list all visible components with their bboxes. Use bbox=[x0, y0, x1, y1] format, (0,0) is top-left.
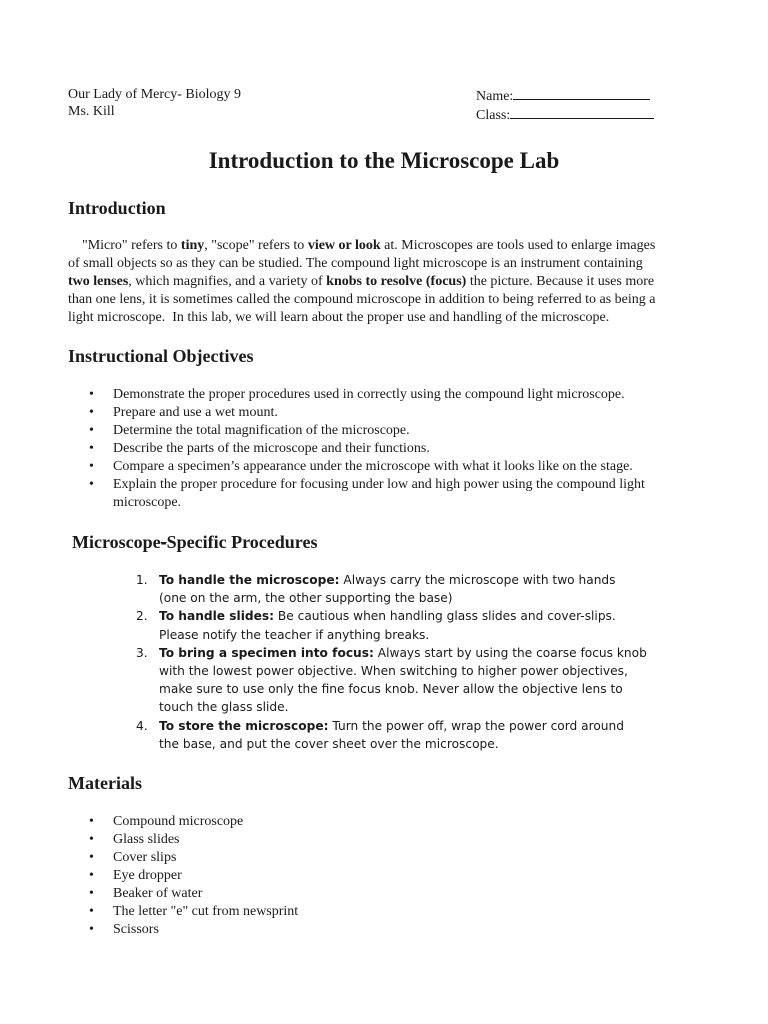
student-info-fields bbox=[476, 86, 654, 124]
teacher-name: Ms. Kill bbox=[68, 104, 115, 119]
intro-text: the picture. Because it uses more bbox=[466, 274, 655, 289]
intro-text: of small objects so as they can be studied. The compound light microscope is an instrument containing bbox=[68, 256, 643, 271]
procedure-text: Turn the power off, wrap the power cord around bbox=[328, 718, 624, 733]
procedure-label: To store the microscope: bbox=[159, 718, 329, 733]
intro-text: "Micro" refers to bbox=[68, 238, 181, 253]
material-item: • Cover slips bbox=[68, 849, 298, 867]
intro-bold-term: view or look bbox=[307, 238, 381, 253]
intro-line bbox=[68, 291, 704, 309]
procedure-item bbox=[130, 644, 690, 717]
intro-text: at. Microscopes are tools used to enlarge images bbox=[380, 238, 656, 253]
procedures-heading-part1: Microscope bbox=[72, 532, 161, 552]
procedure-first-line bbox=[159, 717, 690, 735]
procedure-number: 4. bbox=[136, 718, 148, 733]
introduction-heading: Introduction bbox=[68, 198, 166, 218]
intro-line bbox=[68, 237, 704, 255]
procedure-line: Please notify the teacher if anything breaks. bbox=[159, 627, 430, 642]
class-label: Class: bbox=[476, 108, 511, 123]
procedure-number: 2. bbox=[136, 609, 148, 624]
objective-item: microscope. bbox=[113, 495, 182, 510]
class-blank-line[interactable] bbox=[510, 105, 654, 119]
objective-item: • Describe the parts of the microscope and their functions. bbox=[68, 440, 645, 458]
procedure-text: Be cautious when handling glass slides and cover-slips. bbox=[274, 609, 616, 624]
materials-list bbox=[68, 813, 298, 939]
intro-line bbox=[68, 255, 704, 273]
procedure-item bbox=[130, 571, 690, 607]
objective-item: • Demonstrate the proper procedures used in correctly using the compound light microscope. bbox=[68, 386, 645, 404]
procedure-first-line bbox=[159, 644, 690, 662]
material-item: • Compound microscope bbox=[68, 813, 298, 831]
procedures-heading-dash: - bbox=[160, 532, 167, 552]
procedure-number: 1. bbox=[136, 573, 148, 587]
procedure-first-line bbox=[159, 571, 690, 589]
objective-item: • Explain the proper procedure for focusing under low and high power using the compound light bbox=[68, 476, 645, 494]
intro-line bbox=[68, 273, 704, 291]
intro-bold-term: tiny bbox=[180, 238, 205, 253]
procedure-line: with the lowest power objective. When switching to higher power objectives, bbox=[159, 664, 628, 679]
procedure-number: 3. bbox=[136, 645, 148, 660]
procedure-label: To handle the microscope: bbox=[159, 573, 340, 587]
objective-item: • Prepare and use a wet mount. bbox=[68, 404, 645, 422]
name-label: Name: bbox=[476, 89, 514, 104]
procedure-line: the base, and put the cover sheet over the microscope. bbox=[159, 736, 499, 751]
document-title: Introduction to the Microscope Lab bbox=[208, 148, 560, 173]
procedure-label: To handle slides: bbox=[159, 609, 275, 624]
material-item: • Beaker of water bbox=[68, 885, 298, 903]
material-item: • Glass slides bbox=[68, 831, 298, 849]
name-blank-line[interactable] bbox=[513, 86, 650, 100]
intro-text: than one lens, it is sometimes called the compound microscope in addition to being referred to as being a bbox=[68, 292, 656, 307]
objectives-list bbox=[68, 386, 645, 512]
name-field-row bbox=[476, 86, 654, 105]
procedure-line: touch the glass slide. bbox=[159, 700, 289, 715]
intro-text: , which magnifies, and a variety of bbox=[128, 274, 327, 289]
material-item: • The letter "e" cut from newsprint bbox=[68, 903, 298, 921]
procedure-label: To bring a specimen into focus: bbox=[159, 645, 374, 660]
class-field-row bbox=[476, 105, 654, 124]
procedure-item bbox=[130, 717, 690, 753]
objectives-heading: Instructional Objectives bbox=[68, 346, 254, 366]
material-item: • Eye dropper bbox=[68, 867, 298, 885]
procedure-first-line bbox=[159, 607, 690, 625]
intro-line bbox=[68, 309, 704, 327]
procedure-text: Always start by using the coarse focus knob bbox=[373, 645, 647, 660]
introduction-paragraph bbox=[68, 237, 704, 327]
procedure-item bbox=[130, 607, 690, 643]
school-course-line: Our Lady of Mercy- Biology 9 bbox=[68, 87, 242, 102]
objective-item: • Determine the total magnification of the microscope. bbox=[68, 422, 645, 440]
intro-text: , "scope" refers to bbox=[204, 238, 308, 253]
materials-heading: Materials bbox=[68, 773, 142, 793]
procedures-heading bbox=[72, 531, 317, 553]
intro-bold-term: two lenses bbox=[68, 274, 129, 289]
course-info bbox=[68, 86, 241, 120]
intro-bold-term: knobs to resolve (focus) bbox=[326, 274, 467, 289]
procedures-heading-part2: Specific Procedures bbox=[166, 532, 318, 552]
objective-item: • Compare a specimen’s appearance under the microscope with what it looks like on the stage. bbox=[68, 458, 645, 476]
procedure-line: make sure to use only the fine focus knob. Never allow the objective lens to bbox=[159, 682, 623, 697]
intro-text: light microscope. In this lab, we will learn about the proper use and handling of the microscope. bbox=[68, 310, 610, 325]
procedures-list bbox=[130, 571, 690, 753]
procedure-line: (one on the arm, the other supporting the base) bbox=[159, 591, 453, 606]
material-item: • Scissors bbox=[68, 921, 298, 939]
procedure-text: Always carry the microscope with two hands bbox=[339, 573, 616, 587]
